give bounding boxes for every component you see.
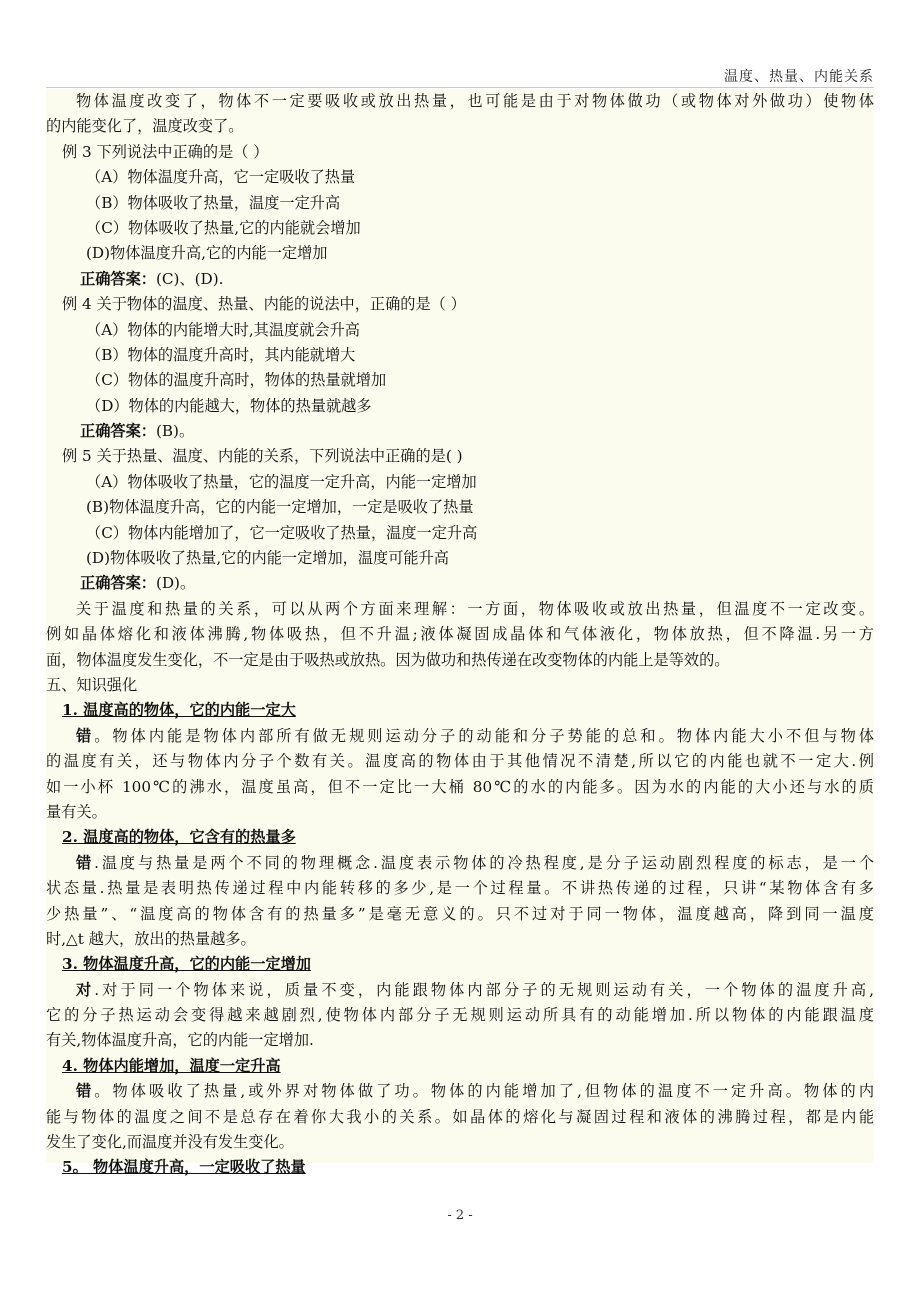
point-3-line-1	[46, 978, 874, 1003]
point-4-line-2: 能与物体的温度之间不是总存在着你大我小的关系。如晶体的熔化与凝固过程和液体的沸腾过程，都是内能	[46, 1107, 874, 1126]
running-header: 温度、热量、内能关系	[724, 69, 874, 85]
example-4-option-b: （B）物体的温度升高时，其内能就增大	[86, 345, 356, 364]
example-4-option-c: （C）物体的温度升高时，物体的热量就增加	[86, 371, 387, 390]
example-3-option-a: （A）物体温度升高，它一定吸收了热量	[86, 168, 356, 187]
point-2-line-4: 时,△t 越大，放出的热量越多。	[46, 929, 256, 948]
point-1-heading: 1. 温度高的物体，它的内能一定大	[62, 701, 296, 720]
intro-line-1: 物体温度改变了，物体不一定要吸收或放出热量，也可能是由于对物体做功（或物体对外做功）使物体	[76, 92, 874, 110]
summary-line-2: 例如晶体熔化和液体沸腾,物体吸热，但不升温;液体凝固成晶体和气体液化，物体放热，但不降温.另一方	[46, 625, 874, 644]
example-3-option-b: （B）物体吸收了热量，温度一定升高	[86, 193, 341, 212]
example-4-question: 例 4 关于物体的温度、热量、内能的说法中，正确的是（ ）	[62, 295, 466, 314]
point-4-text: 。物体吸收了热量,或外界对物体做了功。物体的内能增加了,但物体的温度不一定升高。物体的内	[94, 1082, 875, 1101]
page-number: - 2 -	[447, 1208, 473, 1223]
point-4-line-3: 发生了变化,而温度并没有发生变化。	[46, 1133, 294, 1152]
point-3-heading: 3. 物体温度升高，它的内能一定增加	[62, 955, 311, 974]
verdict-label: 错	[76, 726, 95, 745]
document-body	[46, 89, 875, 1177]
point-1-line-3: 如一小杯 100℃的沸水，温度虽高，但不一定比一大桶 80℃的水的内能多。因为水的内能的大小还与水的质	[46, 777, 874, 796]
section-title: 五、知识强化	[46, 675, 138, 694]
example-4-option-a: （A）物体的内能增大时,其温度就会升高	[86, 320, 360, 339]
answer-label: 正确答案：	[80, 422, 156, 441]
example-5-answer	[46, 571, 874, 596]
point-3-line-2: 它的分子热运动会变得越来越剧烈,使物体内部分子无规则运动所具有的动能增加.所以物体的内能跟温度	[46, 1006, 874, 1025]
example-5-option-b: (B)物体温度升高，它的内能一定增加，一定是吸收了热量	[86, 498, 474, 517]
point-4-heading: 4. 物体内能增加，温度一定升高	[62, 1056, 281, 1075]
point-5-heading: 5。 物体温度升高，一定吸收了热量	[62, 1158, 306, 1177]
verdict-label: 错	[76, 853, 95, 872]
answer-label: 正确答案：	[80, 574, 156, 593]
point-3-text: .对于同一个物体来说，质量不变，内能跟物体内部分子的无规则运动有关，一个物体的温度升高,	[94, 980, 875, 999]
example-3-option-d: (D)物体温度升高,它的内能一定增加	[86, 244, 328, 263]
point-2-line-1	[46, 851, 874, 876]
point-4-line-1	[46, 1079, 874, 1104]
example-3-question: 例 3 下列说法中正确的是（ ）	[62, 142, 269, 161]
point-2-heading: 2. 温度高的物体，它含有的热量多	[62, 828, 296, 847]
example-5-question: 例 5 关于热量、温度、内能的关系，下列说法中正确的是( )	[62, 447, 463, 466]
point-3-line-3: 有关,物体温度升高，它的内能一定增加.	[46, 1031, 314, 1050]
answer-value: (B)。	[155, 422, 195, 441]
intro-line-2: 的内能变化了，温度改变了。	[46, 117, 244, 136]
answer-value: (C)、(D).	[155, 269, 224, 288]
summary-line-1: 关于温度和热量的关系，可以从两个方面来理解：一方面，物体吸收或放出热量，但温度不一定改变。	[76, 599, 874, 618]
point-1-text: 。物体内能是物体内部所有做无规则运动分子的动能和分子势能的总和。物体内能大小不但与物体	[94, 726, 875, 745]
example-4-option-d: （D）物体的内能越大，物体的热量就越多	[86, 396, 372, 415]
example-5-option-c: （C）物体内能增加了，它一定吸收了热量，温度一定升高	[86, 523, 478, 542]
example-3-option-c: （C）物体吸收了热量,它的内能就会增加	[86, 218, 361, 237]
example-4-answer	[46, 419, 874, 444]
point-2-line-3: 少热量”、“温度高的物体含有的热量多”是毫无意义的。只不过对于同一物体，温度越高，降到同一温度	[46, 904, 874, 923]
example-3-answer	[46, 267, 874, 292]
example-5-option-a: （A）物体吸收了热量，它的温度一定升高，内能一定增加	[86, 472, 477, 491]
answer-label: 正确答案：	[80, 269, 156, 288]
point-2-line-2: 状态量.热量是表明热传递过程中内能转移的多少,是一个过程量。不讲热传递的过程，只讲“某物体含有多	[46, 879, 874, 898]
verdict-label: 对	[76, 980, 95, 999]
point-1-line-4: 量有关。	[46, 802, 107, 821]
point-2-text: .温度与热量是两个不同的物理概念.温度表示物体的冷热程度,是分子运动剧烈程度的标志，是一个	[94, 853, 875, 872]
example-5-option-d: (D)物体吸收了热量,它的内能一定增加，温度可能升高	[86, 549, 449, 568]
summary-line-3: 面，物体温度发生变化，不一定是由于吸热或放热。因为做功和热传递在改变物体的内能上是等效的。	[46, 650, 730, 669]
answer-value: (D)。	[155, 574, 196, 593]
point-1-line-1	[46, 724, 874, 749]
verdict-label: 错	[76, 1082, 95, 1101]
point-1-line-2: 的温度有关，还与物体内分子个数有关。温度高的物体由于其他情况不清楚,所以它的内能也就不一定大.例	[46, 752, 874, 771]
header-rule	[46, 87, 874, 88]
